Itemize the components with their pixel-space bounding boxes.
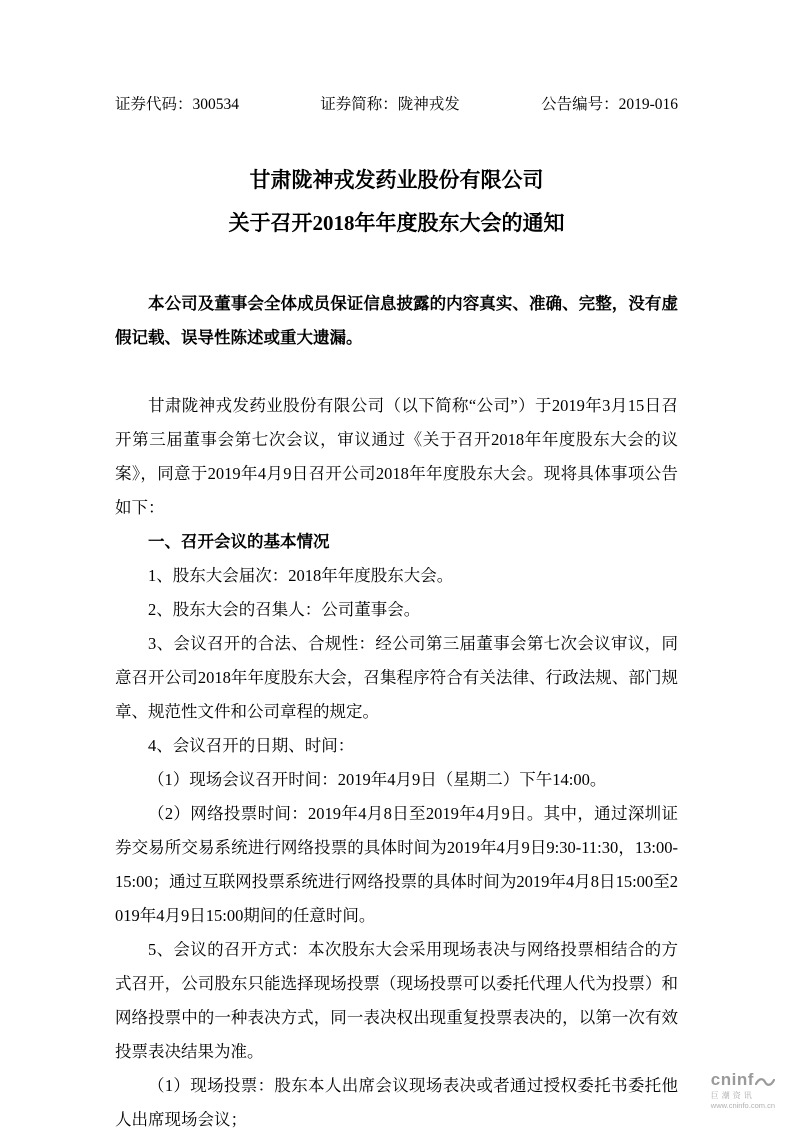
document-body — [115, 287, 678, 1137]
item-onsite-meeting-time: （1）现场会议召开时间：2019年4月9日（星期二）下午14:00。 — [148, 770, 607, 789]
item-onsite-voting: （1）现场投票：股东本人出席会议现场表决或者通过授权委托书委托他人出席现场会议； — [115, 1076, 678, 1129]
item-date-time: 4、会议召开的日期、时间： — [148, 736, 355, 755]
item-meeting-method: 5、会议的召开方式：本次股东大会采用现场表决与网络投票相结合的方式召开，公司股东只能选择现场投票（现场投票可以委托代理人代为投票）和网络投票中的一种表决方式，同一表决权出现重复投票表决的，以第一次有效投票表决结果为准。 — [115, 940, 678, 1061]
cninfo-watermark — [711, 1071, 775, 1110]
cninfo-name-text: 巨潮资讯 — [710, 1090, 755, 1100]
paragraph-company-intro: 甘肃陇神戎发药业股份有限公司（以下简称“公司”）于2019年3月15日召开第三届董事会第七次会议，审议通过《关于召开2018年年度股东大会的议案》，同意于2019年4月9日召开公司2018年年度股东大会。现将具体事项公告如下： — [115, 396, 678, 517]
item-convener: 2、股东大会的召集人：公司董事会。 — [148, 600, 421, 619]
item-meeting-session: 1、股东大会届次：2018年年度股东大会。 — [148, 566, 454, 585]
document-title-block — [115, 159, 678, 245]
disclaimer-paragraph: 本公司及董事会全体成员保证信息披露的内容真实、准确、完整，没有虚假记载、误导性陈述或重大遗漏。 — [115, 294, 678, 347]
document-title-line2: 关于召开2018年年度股东大会的通知 — [228, 211, 565, 235]
stock-name-label: 证券简称：陇神戎发 — [320, 96, 460, 113]
item-online-voting-time: （2）网络投票时间：2019年4月8日至2019年4月9日。其中，通过深圳证券交易所交易系统进行网络投票的具体时间为2019年4月9日9:30-11:30，13:00-15:00；通过互联网投票系统进行网络投票的具体时间为2019年4月8日15:00至2019年4月9日15:00期间的任意时间。 — [115, 804, 678, 925]
section-heading-basic-info: 一、召开会议的基本情况 — [148, 532, 330, 551]
cninfo-logo-text: cninf — [710, 1070, 754, 1090]
item-legality: 3、会议召开的合法、合规性：经公司第三届董事会第七次会议审议，同意召开公司2018年年度股东大会，召集程序符合有关法律、行政法规、部门规章、规范性文件和公司章程的规定。 — [115, 634, 678, 721]
document-title-line1: 甘肃陇神戎发药业股份有限公司 — [249, 168, 544, 192]
stock-code-label: 证券代码：300534 — [115, 96, 240, 113]
announcement-number-label: 公告编号：2019-016 — [541, 96, 678, 113]
document-header — [115, 95, 678, 115]
cninfo-url-text: www.cninfo.com.cn — [710, 1100, 775, 1110]
cninfo-swoosh-icon — [755, 1076, 775, 1088]
cninfo-logo — [711, 1071, 775, 1090]
